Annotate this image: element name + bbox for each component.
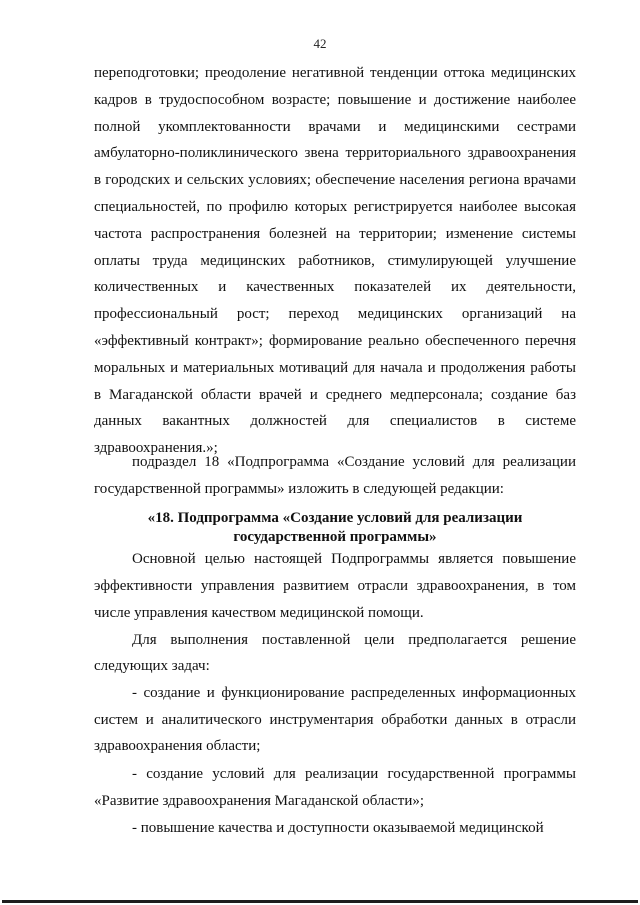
task-item: - создание и функционирование распределенных информационных систем и аналитического инструментария обработки данных в отрасли здравоохранения области;: [94, 685, 576, 754]
task-item: - повышение качества и доступности оказываемой медицинской: [132, 820, 544, 836]
heading-line-1: «18. Подпрограмма «Создание условий для реализации: [147, 510, 523, 526]
subprogram-heading: [94, 509, 576, 547]
continuation-paragraph: переподготовки; преодоление негативной тенденции оттока медицинских кадров в трудоспособном возрасте; повышение и достижение наиболее полной укомплектованности врачами и медицинскими сестрами амбулаторно-поликлинического звена территориального здравоохранения в городских и сельских условиях; обеспечение населения региона врачами специальностей, по профилю которых регистрируется наиболее высокая частота распространения болезней на территории; изменение системы оплаты труда медицинских работников, стимулирующей улучшение количественных и качественных показателей их деятельности, профессиональный рост; переход медицинских организаций на «эффективный контракт»; формирование реально обеспеченного перечня моральных и материальных мотиваций для начала и продолжения работы в Магаданской области врачей и среднего медперсонала; создание баз данных вакантных должностей для специалистов в системе здравоохранения.»;: [94, 65, 576, 457]
tasks-intro-paragraph: Для выполнения поставленной цели предполагается решение следующих задач:: [94, 632, 576, 674]
page-number: 42: [313, 36, 327, 51]
amendment-paragraph: подраздел 18 «Подпрограмма «Создание условий для реализации государственной программы» изложить в следующей редакции:: [94, 454, 576, 497]
goal-paragraph: Основной целью настоящей Подпрограммы является повышение эффективности управления развитием отрасли здравоохранения, в том числе управления качеством медицинской помощи.: [94, 551, 576, 621]
task-item: - создание условий для реализации государственной программы «Развитие здравоохранения Магаданской области»;: [94, 766, 576, 809]
bottom-scan-edge: [2, 900, 638, 903]
heading-line-2: государственной программы»: [233, 529, 437, 545]
